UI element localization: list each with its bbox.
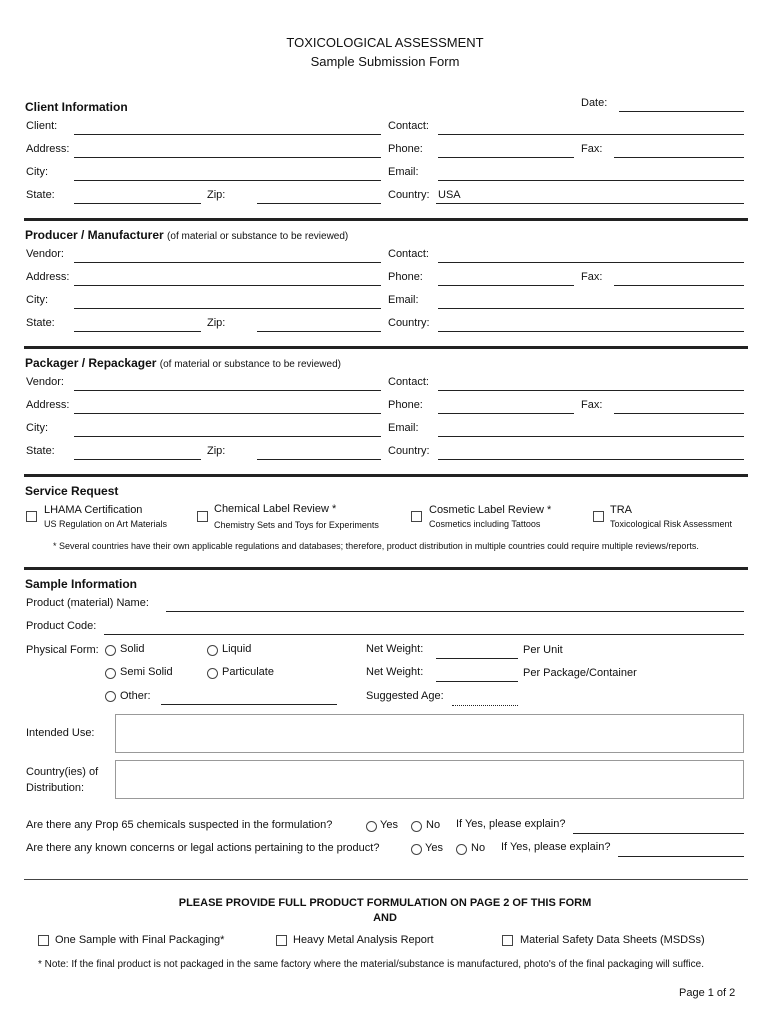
producer-title: Producer / Manufacturer bbox=[25, 228, 164, 242]
address-label: Address: bbox=[26, 271, 70, 283]
state-label: State: bbox=[26, 317, 55, 329]
tra-sub: Toxicological Risk Assessment bbox=[610, 519, 733, 529]
producer-country-field[interactable] bbox=[438, 331, 744, 332]
phone-label: Phone: bbox=[388, 271, 423, 283]
product-code-label: Product Code: bbox=[26, 620, 97, 632]
date-label: Date: bbox=[581, 97, 608, 109]
packaging-note: * Note: If the final product is not packaged in the same factory where the material/substance is manufactured, photo's of the final packaging will suffice. bbox=[38, 959, 704, 970]
net-weight-package-field[interactable] bbox=[436, 681, 518, 682]
and-label: AND bbox=[373, 912, 397, 924]
lhama-sub: US Regulation on Art Materials bbox=[44, 519, 168, 529]
product-code-field[interactable] bbox=[104, 634, 744, 635]
phone-field[interactable] bbox=[438, 157, 574, 158]
concerns-explain-field[interactable] bbox=[618, 856, 744, 857]
country-dist-label-2: Distribution: bbox=[26, 782, 85, 794]
heavy-metal-label: Heavy Metal Analysis Report bbox=[293, 934, 434, 946]
chemical-label-checkbox[interactable] bbox=[197, 511, 208, 522]
physical-form-label: Physical Form: bbox=[26, 644, 99, 656]
country-label: Country: bbox=[388, 317, 430, 329]
msds-label: Material Safety Data Sheets (MSDSs) bbox=[520, 934, 705, 946]
producer-note: (of material or substance to be reviewed) bbox=[167, 231, 349, 242]
contact-field[interactable] bbox=[438, 134, 744, 135]
phone-label: Phone: bbox=[388, 399, 423, 411]
section-divider bbox=[24, 346, 748, 349]
client-label: Client: bbox=[26, 120, 58, 132]
contact-label: Contact: bbox=[388, 120, 429, 132]
vendor-label: Vendor: bbox=[26, 376, 64, 388]
section-divider bbox=[24, 218, 748, 221]
producer-zip-field[interactable] bbox=[257, 331, 381, 332]
address-label: Address: bbox=[26, 399, 70, 411]
cosmetic-label-checkbox[interactable] bbox=[411, 511, 422, 522]
sample-packaging-label: One Sample with Final Packaging* bbox=[55, 934, 225, 946]
packager-zip-field[interactable] bbox=[257, 459, 381, 460]
email-field[interactable] bbox=[438, 180, 744, 181]
address-field[interactable] bbox=[74, 157, 381, 158]
particulate-label: Particulate bbox=[222, 666, 274, 678]
date-field[interactable] bbox=[619, 111, 744, 112]
solid-label: Solid bbox=[120, 643, 145, 655]
concerns-no-label: No bbox=[471, 842, 486, 854]
vendor-label: Vendor: bbox=[26, 248, 64, 260]
footer-divider bbox=[24, 879, 748, 880]
packager-vendor-field[interactable] bbox=[74, 390, 381, 391]
form-title: TOXICOLOGICAL ASSESSMENT bbox=[286, 35, 484, 50]
lhama-checkbox[interactable] bbox=[26, 511, 37, 522]
country-label: Country: bbox=[388, 189, 430, 201]
heavy-metal-checkbox[interactable] bbox=[276, 935, 287, 946]
fax-field[interactable] bbox=[614, 157, 744, 158]
service-note: * Several countries have their own applicable regulations and databases; therefore, product distribution in multiple countries could require multiple reviews/reports. bbox=[53, 541, 699, 551]
chemical-label-sub: Chemistry Sets and Toys for Experiments bbox=[214, 520, 379, 530]
client-heading: Client Information bbox=[25, 100, 128, 114]
prop65-question: Are there any Prop 65 chemicals suspected in the formulation? bbox=[26, 819, 333, 831]
country-dist-label: Country(ies) of bbox=[26, 766, 99, 778]
prop65-no-label: No bbox=[426, 819, 441, 831]
cosmetic-label-sub: Cosmetics including Tattoos bbox=[429, 519, 541, 529]
packager-contact-field[interactable] bbox=[438, 390, 744, 391]
net-weight-unit-label: Net Weight: bbox=[366, 643, 424, 655]
producer-heading bbox=[25, 228, 348, 242]
city-label: City: bbox=[26, 422, 48, 434]
semi-solid-label: Semi Solid bbox=[120, 666, 173, 678]
country-label: Country: bbox=[388, 445, 430, 457]
prop65-explain-label: If Yes, please explain? bbox=[456, 818, 566, 830]
tra-label: TRA bbox=[610, 504, 632, 516]
producer-contact-field[interactable] bbox=[438, 262, 744, 263]
particulate-radio[interactable] bbox=[207, 668, 218, 679]
producer-state-field[interactable] bbox=[74, 331, 201, 332]
service-heading: Service Request bbox=[25, 484, 119, 498]
producer-fax-field[interactable] bbox=[614, 285, 744, 286]
prop65-yes-radio[interactable] bbox=[366, 821, 377, 832]
semi-solid-radio[interactable] bbox=[105, 668, 116, 679]
concerns-yes-label: Yes bbox=[425, 842, 443, 854]
lhama-label: LHAMA Certification bbox=[44, 504, 143, 516]
other-field[interactable] bbox=[161, 704, 337, 705]
producer-vendor-field[interactable] bbox=[74, 262, 381, 263]
email-label: Email: bbox=[388, 166, 419, 178]
liquid-radio[interactable] bbox=[207, 645, 218, 656]
packager-note: (of material or substance to be reviewed) bbox=[159, 359, 341, 370]
state-label: State: bbox=[26, 189, 55, 201]
country-field[interactable] bbox=[436, 203, 744, 204]
packager-heading bbox=[25, 356, 341, 370]
concerns-explain-label: If Yes, please explain? bbox=[501, 841, 611, 853]
solid-radio[interactable] bbox=[105, 645, 116, 656]
country-value[interactable]: USA bbox=[438, 189, 461, 201]
producer-address-field[interactable] bbox=[74, 285, 381, 286]
net-weight-unit-field[interactable] bbox=[436, 658, 518, 659]
prop65-no-radio[interactable] bbox=[411, 821, 422, 832]
per-package-label: Per Package/Container bbox=[523, 667, 637, 679]
suggested-age-label: Suggested Age: bbox=[366, 690, 444, 702]
formulation-instruction: PLEASE PROVIDE FULL PRODUCT FORMULATION ON PAGE 2 OF THIS FORM bbox=[178, 897, 592, 909]
packager-email-field[interactable] bbox=[438, 436, 744, 437]
sample-heading: Sample Information bbox=[25, 577, 138, 591]
net-weight-package-label: Net Weight: bbox=[366, 666, 424, 678]
msds-checkbox[interactable] bbox=[502, 935, 513, 946]
zip-label: Zip: bbox=[207, 317, 226, 329]
email-label: Email: bbox=[388, 294, 419, 306]
concerns-no-radio[interactable] bbox=[456, 844, 467, 855]
contact-label: Contact: bbox=[388, 248, 429, 260]
page-number: Page 1 of 2 bbox=[679, 987, 736, 999]
city-field[interactable] bbox=[74, 180, 381, 181]
cosmetic-label-label: Cosmetic Label Review * bbox=[429, 504, 552, 516]
state-field[interactable] bbox=[74, 203, 201, 204]
intended-use-textarea[interactable] bbox=[115, 714, 744, 753]
prop65-yes-label: Yes bbox=[380, 819, 398, 831]
zip-field[interactable] bbox=[257, 203, 381, 204]
chemical-label-label: Chemical Label Review * bbox=[214, 503, 337, 515]
fax-label: Fax: bbox=[581, 399, 603, 411]
section-divider bbox=[24, 567, 748, 570]
packager-address-field[interactable] bbox=[74, 413, 381, 414]
suggested-age-field[interactable] bbox=[452, 705, 518, 706]
city-label: City: bbox=[26, 166, 48, 178]
state-label: State: bbox=[26, 445, 55, 457]
producer-phone-field[interactable] bbox=[438, 285, 574, 286]
product-name-field[interactable] bbox=[166, 611, 744, 612]
concerns-question: Are there any known concerns or legal actions pertaining to the product? bbox=[26, 842, 380, 854]
packager-title: Packager / Repackager bbox=[25, 356, 157, 370]
other-label: Other: bbox=[120, 690, 151, 702]
city-label: City: bbox=[26, 294, 48, 306]
producer-city-field[interactable] bbox=[74, 308, 381, 309]
address-label: Address: bbox=[26, 143, 70, 155]
fax-label: Fax: bbox=[581, 271, 603, 283]
other-radio[interactable] bbox=[105, 691, 116, 702]
packager-city-field[interactable] bbox=[74, 436, 381, 437]
email-label: Email: bbox=[388, 422, 419, 434]
fax-label: Fax: bbox=[581, 143, 603, 155]
packager-country-field[interactable] bbox=[438, 459, 744, 460]
client-field[interactable] bbox=[74, 134, 381, 135]
zip-label: Zip: bbox=[207, 445, 226, 457]
packager-fax-field[interactable] bbox=[614, 413, 744, 414]
prop65-explain-field[interactable] bbox=[573, 833, 744, 834]
intended-use-label: Intended Use: bbox=[26, 727, 95, 739]
sample-packaging-checkbox[interactable] bbox=[38, 935, 49, 946]
producer-email-field[interactable] bbox=[438, 308, 744, 309]
zip-label: Zip: bbox=[207, 189, 226, 201]
country-dist-textarea[interactable] bbox=[115, 760, 744, 799]
concerns-yes-radio[interactable] bbox=[411, 844, 422, 855]
product-name-label: Product (material) Name: bbox=[26, 597, 149, 609]
tra-checkbox[interactable] bbox=[593, 511, 604, 522]
per-unit-label: Per Unit bbox=[523, 644, 563, 656]
phone-label: Phone: bbox=[388, 143, 423, 155]
form-subtitle: Sample Submission Form bbox=[310, 54, 460, 69]
packager-state-field[interactable] bbox=[74, 459, 201, 460]
contact-label: Contact: bbox=[388, 376, 429, 388]
section-divider bbox=[24, 474, 748, 477]
packager-phone-field[interactable] bbox=[438, 413, 574, 414]
liquid-label: Liquid bbox=[222, 643, 252, 655]
